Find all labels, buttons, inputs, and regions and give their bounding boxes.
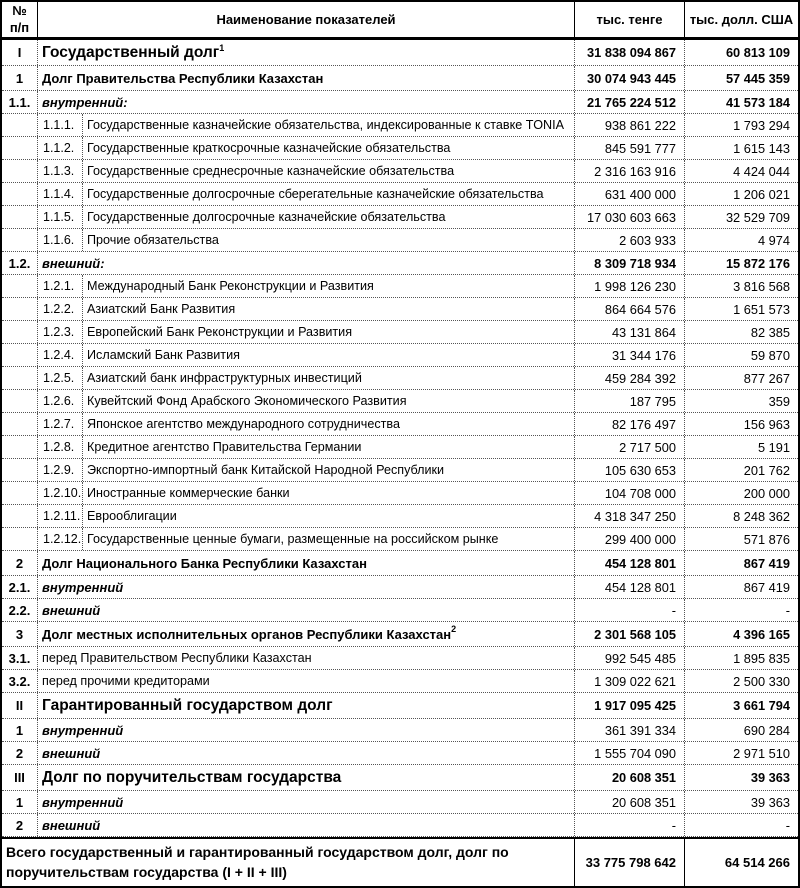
table-row (2, 670, 798, 693)
row-number (2, 482, 38, 504)
row-label (38, 551, 575, 575)
row-label (38, 576, 575, 598)
header-num-column (2, 2, 38, 37)
tenge-value: 187 795 (575, 390, 685, 412)
row-label (38, 814, 575, 836)
tenge-value: 361 391 334 (575, 719, 685, 741)
table-row (2, 551, 798, 576)
tenge-value: 1 998 126 230 (575, 275, 685, 297)
tenge-value: 104 708 000 (575, 482, 685, 504)
usd-value: - (785, 817, 790, 833)
tenge-value: 43 131 864 (575, 321, 685, 343)
row-label-text: внутренний (42, 579, 124, 595)
row-sub-number: 1.2.2. (38, 298, 83, 320)
row-label (38, 670, 575, 692)
row-sub-number: 1.1.3. (38, 160, 83, 182)
row-label (83, 206, 575, 228)
row-number: 3.1. (2, 647, 38, 669)
row-number: 3.2. (2, 670, 38, 692)
tenge-value: 1 309 022 621 (575, 670, 685, 692)
usd-value: 3 816 568 (733, 278, 790, 294)
table-row (2, 459, 798, 482)
row-number (2, 298, 38, 320)
row-label-text: Государственные долгосрочные сберегательные казначейские обязательства (87, 187, 544, 201)
tenge-value: 1 917 095 425 (575, 693, 685, 718)
usd-value: 1 206 021 (733, 186, 790, 202)
row-number: 1.2. (2, 252, 38, 274)
row-label-text: Государственные казначейские обязательства, индексированные к ставке TONIA (87, 118, 565, 132)
row-sub-number: 1.2.7. (38, 413, 83, 435)
row-sub-number: 1.2.8. (38, 436, 83, 458)
table-row (2, 344, 798, 367)
row-label-text: Кувейтский Фонд Арабского Экономического Развития (87, 394, 407, 408)
row-label (83, 183, 575, 205)
header-indicator-name: Наименование показателей (38, 2, 575, 37)
tenge-value: 105 630 653 (575, 459, 685, 481)
table-row (2, 206, 798, 229)
row-label (38, 693, 575, 718)
row-number: 2 (2, 742, 38, 764)
row-sub-number: 1.1.2. (38, 137, 83, 159)
tenge-value: 992 545 485 (575, 647, 685, 669)
usd-value: 4 974 (757, 232, 790, 248)
usd-value: 41 573 184 (725, 94, 790, 110)
row-label-text: Долг по поручительствам государства (42, 768, 342, 786)
tenge-value: 845 591 777 (575, 137, 685, 159)
row-label-text: перед Правительством Республики Казахстан (42, 651, 312, 665)
usd-value: 60 813 109 (725, 45, 790, 60)
usd-value: 15 872 176 (725, 255, 790, 271)
table-row (2, 622, 798, 647)
row-label (38, 791, 575, 813)
row-sub-number: 1.2.10. (38, 482, 83, 504)
tenge-value: 459 284 392 (575, 367, 685, 389)
table-row (2, 599, 798, 622)
row-number (2, 505, 38, 527)
row-label (83, 321, 575, 343)
row-label (38, 742, 575, 764)
row-label-text: Европейский Банк Реконструкции и Развития (87, 325, 353, 339)
row-label-text: Государственный долг (42, 43, 220, 61)
usd-value: 359 (768, 393, 790, 409)
row-number (2, 229, 38, 251)
row-number: 1 (2, 719, 38, 741)
row-label-text: Долг местных исполнительных органов Республики Казахстан (42, 626, 452, 642)
row-label (38, 599, 575, 621)
row-number (2, 528, 38, 550)
table-row (2, 814, 798, 837)
row-sub-number: 1.2.12. (38, 528, 83, 550)
table-row (2, 229, 798, 252)
tenge-value: 1 555 704 090 (575, 742, 685, 764)
usd-value: 3 661 794 (733, 698, 790, 713)
row-label (83, 344, 575, 366)
row-label-text: Японское агентство международного сотрудничества (87, 417, 400, 431)
row-label (38, 719, 575, 741)
row-sub-number: 1.1.1. (38, 114, 83, 136)
row-number: 1.1. (2, 91, 38, 113)
row-label (83, 160, 575, 182)
row-sub-number: 1.1.4. (38, 183, 83, 205)
usd-value: - (785, 602, 790, 618)
row-number: 1 (2, 791, 38, 813)
row-number: III (2, 765, 38, 790)
tenge-value: - (575, 599, 685, 621)
row-label (38, 66, 575, 90)
row-number: 2 (2, 551, 38, 575)
row-label: Государственный долг $^1$ (38, 40, 575, 65)
table-row (2, 183, 798, 206)
row-label-text: Кредитное агентство Правительства Германии (87, 440, 362, 454)
tenge-value: 20 608 351 (575, 765, 685, 790)
row-number (2, 114, 38, 136)
usd-value: 82 385 (750, 324, 790, 340)
usd-value: 1 615 143 (733, 140, 790, 156)
row-label-text: Еврооблигации (87, 509, 177, 523)
row-number (2, 459, 38, 481)
table-row (2, 576, 798, 599)
row-number (2, 390, 38, 412)
header-num-line2: п/п (9, 19, 30, 35)
row-label (83, 390, 575, 412)
row-sub-number: 1.1.5. (38, 206, 83, 228)
tenge-value: - (575, 814, 685, 836)
row-number: I (2, 40, 38, 65)
row-label-text: внутренний (42, 794, 124, 810)
table-row (2, 298, 798, 321)
header-num-line1: № (12, 3, 27, 19)
tenge-value: 82 176 497 (575, 413, 685, 435)
row-label-text: Долг Правительства Республики Казахстан (42, 70, 324, 86)
row-number (2, 436, 38, 458)
total-row (2, 837, 798, 886)
table-row (2, 367, 798, 390)
row-label-text: внешний (42, 745, 101, 761)
tenge-value: 31 838 094 867 (575, 40, 685, 65)
table-row (2, 791, 798, 814)
row-label-text: Долг Национального Банка Республики Казахстан (42, 555, 367, 571)
table-row (2, 114, 798, 137)
table-row (2, 719, 798, 742)
table-row (2, 252, 798, 275)
row-label-text: внешний: (42, 255, 105, 271)
usd-value: 867 419 (743, 555, 790, 571)
usd-value: 4 396 165 (733, 626, 790, 642)
row-label (38, 765, 575, 790)
usd-value: 2 971 510 (733, 745, 790, 761)
total-tenge-value: 33 775 798 642 (575, 839, 685, 886)
row-label-text: Экспортно-импортный банк Китайской Народной Республики (87, 463, 445, 477)
row-number: II (2, 693, 38, 718)
row-number (2, 206, 38, 228)
row-label (83, 459, 575, 481)
tenge-value: 21 765 224 512 (575, 91, 685, 113)
tenge-value: 299 400 000 (575, 528, 685, 550)
row-label-text: внутренний (42, 722, 124, 738)
tenge-value: 31 344 176 (575, 344, 685, 366)
row-label-text: Государственные долгосрочные казначейские обязательства (87, 210, 446, 224)
row-number (2, 321, 38, 343)
row-sub-number: 1.2.3. (38, 321, 83, 343)
tenge-value: 20 608 351 (575, 791, 685, 813)
usd-value: 4 424 044 (733, 163, 790, 179)
tenge-value: 4 318 347 250 (575, 505, 685, 527)
header-usd-column: тыс. долл. США (689, 12, 794, 27)
row-label (83, 229, 575, 251)
usd-value: 200 000 (743, 485, 790, 501)
tenge-value: 2 316 163 916 (575, 160, 685, 182)
row-label-text: внешний (42, 817, 101, 833)
row-number: 1 (2, 66, 38, 90)
row-label-text: Государственные среднесрочные казначейские обязательства (87, 164, 455, 178)
row-label (83, 114, 575, 136)
table-row (2, 137, 798, 160)
tenge-value: 938 861 222 (575, 114, 685, 136)
row-label-text: Государственные краткосрочные казначейские обязательства (87, 141, 451, 155)
row-label-text: Государственные ценные бумаги, размещенные на российском рынке (87, 532, 499, 546)
row-label-text: перед прочими кредиторами (42, 674, 210, 688)
usd-value: 201 762 (743, 462, 790, 478)
table-row (2, 742, 798, 765)
table-row (2, 505, 798, 528)
row-sub-number: 1.2.1. (38, 275, 83, 297)
table-row (2, 160, 798, 183)
table-header (2, 2, 798, 40)
tenge-value: 864 664 576 (575, 298, 685, 320)
tenge-value: 17 030 603 663 (575, 206, 685, 228)
usd-value: 1 895 835 (733, 650, 790, 666)
row-sub-number: 1.2.4. (38, 344, 83, 366)
row-label-text: Международный Банк Реконструкции и Развития (87, 279, 374, 293)
row-label (38, 647, 575, 669)
row-label-text: Гарантированный государством долг (42, 696, 333, 714)
row-number: 3 (2, 622, 38, 646)
header-tenge-column: тыс. тенге (575, 2, 685, 37)
usd-value: 1 651 573 (733, 301, 790, 317)
row-sub-number: 1.2.11. (38, 505, 83, 527)
table-row (2, 436, 798, 459)
row-label-text: Иностранные коммерческие банки (87, 486, 290, 500)
row-number (2, 413, 38, 435)
table-row (2, 647, 798, 670)
usd-value: 1 793 294 (733, 117, 790, 133)
usd-value: 867 419 (743, 579, 790, 595)
row-label-text: Азиатский банк инфраструктурных инвестиций (87, 371, 362, 385)
tenge-value: 30 074 943 445 (575, 66, 685, 90)
row-number: 2.2. (2, 599, 38, 621)
row-label-text: Исламский Банк Развития (87, 348, 240, 362)
tenge-value: 2 301 568 105 (575, 622, 685, 646)
row-label (83, 137, 575, 159)
row-number (2, 275, 38, 297)
tenge-value: 2 717 500 (575, 436, 685, 458)
row-label (38, 252, 575, 274)
row-label (83, 367, 575, 389)
table-row (2, 91, 798, 114)
usd-value: 57 445 359 (725, 70, 790, 86)
row-sub-number: 1.2.5. (38, 367, 83, 389)
usd-value: 8 248 362 (733, 508, 790, 524)
row-label-text: внешний (42, 602, 101, 618)
table-row (2, 413, 798, 436)
table-row (2, 321, 798, 344)
row-label (83, 482, 575, 504)
tenge-value: 2 603 933 (575, 229, 685, 251)
usd-value: 32 529 709 (725, 209, 790, 225)
row-number: 2.1. (2, 576, 38, 598)
row-label (83, 505, 575, 527)
usd-value: 39 363 (750, 794, 790, 810)
table-body (2, 40, 798, 837)
total-label: Всего государственный и гарантированный государством долг, долг по поручительствам государства (I + II + III) (2, 839, 575, 886)
row-sub-number: 1.1.6. (38, 229, 83, 251)
row-number (2, 137, 38, 159)
usd-value: 5 191 (757, 439, 790, 455)
row-sub-number: 1.2.6. (38, 390, 83, 412)
usd-value: 571 876 (743, 531, 790, 547)
row-label (38, 91, 575, 113)
tenge-value: 8 309 718 934 (575, 252, 685, 274)
row-sub-number: 1.2.9. (38, 459, 83, 481)
row-number (2, 367, 38, 389)
row-label-text: внутренний: (42, 94, 128, 110)
row-label (83, 275, 575, 297)
row-label-text: Прочие обязательства (87, 233, 219, 247)
row-number: 2 (2, 814, 38, 836)
row-label (83, 298, 575, 320)
tenge-value: 631 400 000 (575, 183, 685, 205)
usd-value: 877 267 (743, 370, 790, 386)
table-row (2, 482, 798, 505)
row-label: Долг местных исполнительных органов Республики Казахстан $^2$ (38, 622, 575, 646)
table-row (2, 765, 798, 791)
row-number (2, 160, 38, 182)
tenge-value: 454 128 801 (575, 551, 685, 575)
usd-value: 690 284 (743, 722, 790, 738)
tenge-value: 454 128 801 (575, 576, 685, 598)
total-usd-value: 64 514 266 (724, 855, 790, 870)
row-number (2, 183, 38, 205)
row-label (83, 436, 575, 458)
row-label (83, 528, 575, 550)
table-row (2, 275, 798, 298)
usd-value: 156 963 (743, 416, 790, 432)
table-row (2, 390, 798, 413)
row-number (2, 344, 38, 366)
usd-value: 59 870 (750, 347, 790, 363)
table-row (2, 40, 798, 66)
table-row (2, 66, 798, 91)
usd-value: 2 500 330 (733, 673, 790, 689)
row-label (83, 413, 575, 435)
row-label-text: Азиатский Банк Развития (87, 302, 236, 316)
usd-value: 39 363 (750, 770, 790, 785)
table-row (2, 528, 798, 551)
table-row (2, 693, 798, 719)
